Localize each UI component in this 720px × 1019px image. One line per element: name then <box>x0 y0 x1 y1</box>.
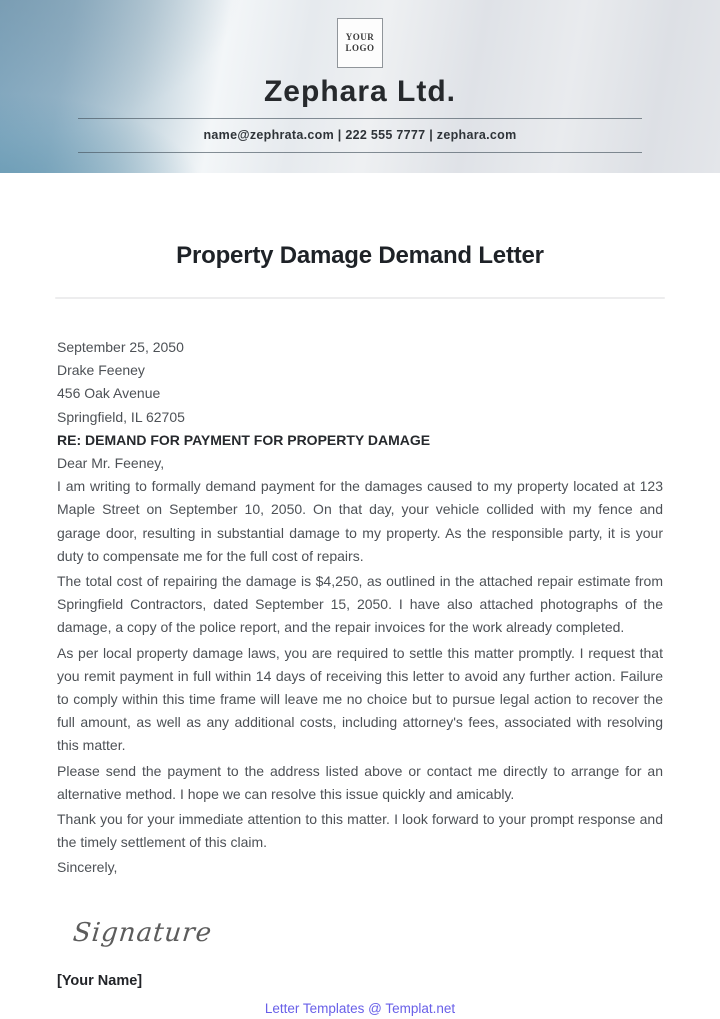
contact-bar <box>78 118 642 153</box>
logo-text-line1: YOUR <box>345 32 375 42</box>
letter-subject: RE: DEMAND FOR PAYMENT FOR PROPERTY DAMAGE <box>57 431 431 448</box>
title-divider <box>55 297 665 299</box>
name-placeholder: [Your Name] <box>57 972 143 989</box>
letter-date: September 25, 2050 <box>57 339 184 355</box>
letter-body <box>57 336 663 993</box>
page-title: Property Damage Demand Letter <box>176 242 544 269</box>
recipient-street: 456 Oak Avenue <box>57 385 161 402</box>
footer-credit-link[interactable]: Letter Templates @ Templat.net <box>264 1001 456 1017</box>
letter-paragraph: The total cost of repairing the damage is $4,250, as outlined in the attached repair estimate from Springfield Contractors, dated September 15, 2050. I have also attached photographs of the damage, a copy of the police report, and the repair invoices for the work already completed. <box>57 573 663 636</box>
recipient-name: Drake Feeney <box>57 362 145 379</box>
letter-document <box>0 242 720 993</box>
company-name: Zephara Ltd. <box>263 75 456 108</box>
salutation: Dear Mr. Feeney, <box>57 455 165 472</box>
company-logo <box>337 18 383 68</box>
closing: Sincerely, <box>57 859 118 876</box>
letterhead <box>0 0 720 173</box>
recipient-city: Springfield, IL 62705 <box>57 408 185 425</box>
footer <box>0 1001 720 1016</box>
letter-paragraph: Please send the payment to the address listed above or contact me directly to arrange for an alternative method. I hope we can resolve this issue quickly and amicably. <box>57 762 663 802</box>
letter-paragraph: Thank you for your immediate attention to this matter. I look forward to your prompt response and the timely settlement of this claim. <box>57 811 663 851</box>
logo-text-line2: LOGO <box>345 43 375 53</box>
signature-script: Signature <box>71 917 214 948</box>
letter-paragraph: As per local property damage laws, you are required to settle this matter promptly. I request that you remit payment in full within 14 days of receiving this letter to avoid any further action. Failure to comply within this time frame will leave me no choice but to pursue legal action to recover the full amount, as well as any additional costs, including attorney's fees, associated with resolving this matter. <box>57 644 663 754</box>
letter-paragraph: I am writing to formally demand payment for the damages caused to my property located at 123 Maple Street on September 10, 2050. On that day, your vehicle collided with my fence and garage door, resulting in substantial damage to my property. As the responsible party, it is your duty to compensate me for the full cost of repairs. <box>57 478 663 564</box>
contact-info: name@zephrata.com | 222 555 7777 | zephara.com <box>203 128 517 142</box>
